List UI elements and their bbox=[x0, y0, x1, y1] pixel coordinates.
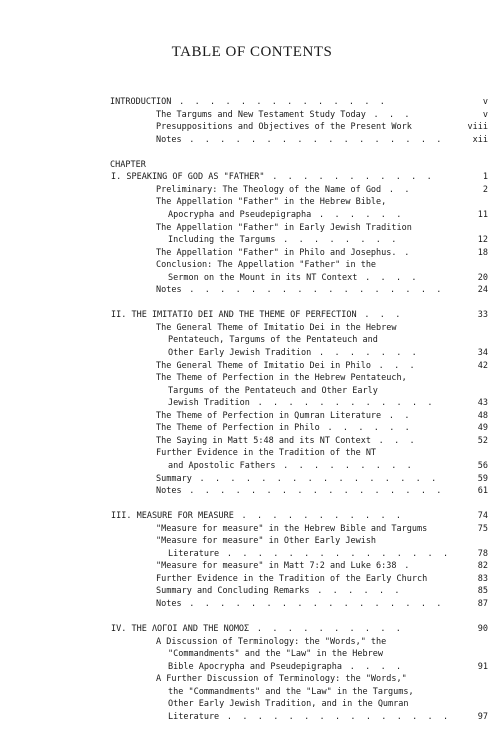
toc-leader-dots: . . . . . . bbox=[311, 209, 404, 220]
toc-page-number bbox=[458, 196, 488, 208]
toc-entry-title: and Apostolic Fathers bbox=[168, 460, 276, 471]
toc-leader-dots: . . . . bbox=[342, 661, 404, 672]
toc-leader-dots: . . . bbox=[370, 360, 418, 371]
toc-leader-dots: . . . . . . . . . . . . . . . . . bbox=[181, 285, 444, 296]
toc-entry bbox=[156, 222, 412, 234]
toc-leader-dots: . . . . . . . . . . . . . . . . . bbox=[181, 486, 444, 497]
toc-page-number: 83 bbox=[477, 573, 488, 584]
toc-entry bbox=[156, 535, 376, 547]
toc-entry-title: Literature bbox=[168, 548, 220, 559]
toc-page-number: 59 bbox=[477, 473, 488, 484]
toc-page-number: 52 bbox=[477, 435, 488, 446]
toc-leader-dots: . . . . . . . . bbox=[275, 235, 399, 246]
toc-entry bbox=[168, 686, 414, 698]
toc-entry bbox=[168, 272, 419, 284]
toc-page-number: 97 bbox=[477, 711, 488, 722]
toc-entry-title: Including the Targums bbox=[168, 235, 276, 246]
toc-entry bbox=[156, 410, 412, 422]
toc-entry bbox=[156, 259, 376, 271]
toc-page-number: 82 bbox=[477, 561, 488, 572]
toc-page-number: 34 bbox=[477, 348, 488, 358]
toc-page-number bbox=[458, 673, 488, 685]
toc-entry bbox=[168, 334, 378, 346]
toc-page-number bbox=[458, 648, 488, 660]
toc-entry-title: Presuppositions and Objectives of the Present Work bbox=[156, 122, 412, 133]
toc-page-number: v bbox=[482, 97, 488, 107]
toc-entry-title: Other Early Jewish Tradition, and in the Qumran bbox=[168, 699, 409, 710]
toc-page-number bbox=[458, 498, 488, 510]
toc-leader-dots: . . . . . . . . . . . . . . . . . bbox=[181, 599, 444, 609]
toc-page-number: 74 bbox=[477, 511, 488, 522]
toc-page-number bbox=[458, 611, 488, 623]
toc-entry bbox=[156, 435, 417, 447]
toc-entry bbox=[168, 711, 451, 723]
toc-entry bbox=[168, 347, 419, 359]
toc-page-number bbox=[458, 159, 488, 171]
toc-entry-title: II. THE IMITATIO DEI AND THE THEME OF PERFECTION bbox=[111, 310, 357, 321]
toc-page-number: 90 bbox=[477, 624, 488, 635]
toc-leader-dots: . . . . . . . . . . . . . . . . bbox=[191, 473, 439, 484]
toc-entry-title: Further Evidence in the Tradition of the NT bbox=[156, 448, 377, 459]
toc-entry-title: The Theme of Perfection in Qumran Literature bbox=[156, 410, 382, 421]
toc-page-number: 12 bbox=[477, 235, 488, 246]
toc-entry-title: The Appellation "Father" in Philo and Josephus. bbox=[156, 247, 397, 258]
toc-leader-dots: . . . . bbox=[357, 272, 420, 283]
toc-page-number: 43 bbox=[477, 398, 488, 409]
toc-page-number: 18 bbox=[477, 247, 488, 258]
toc-leader-dots: . . . . . . . . . . . . . . . bbox=[219, 711, 451, 722]
toc-leader-dots: . . . . . . . . . . . . . . . . . bbox=[181, 134, 444, 145]
toc-entry bbox=[156, 196, 386, 208]
toc-entry bbox=[168, 460, 414, 472]
toc-entry bbox=[156, 360, 417, 372]
toc-page-number: 85 bbox=[477, 586, 488, 597]
toc-page-number bbox=[458, 322, 488, 334]
toc-entry-title: Sermon on the Mount in its NT Context bbox=[168, 272, 358, 283]
toc-entry-title: The Appellation "Father" in the Hebrew Bible, bbox=[156, 197, 387, 208]
toc-leader-dots: . . . bbox=[370, 435, 418, 446]
toc-leader-dots: . . . . . . . . . . . . bbox=[249, 398, 436, 409]
toc-entry bbox=[156, 523, 427, 535]
toc-entry-title: Notes bbox=[156, 285, 182, 296]
toc-entry bbox=[156, 473, 439, 485]
toc-entry bbox=[156, 560, 412, 572]
toc-entry-title: Summary and Concluding Remarks bbox=[156, 586, 310, 597]
toc-leader-dots: . . . bbox=[365, 109, 413, 120]
toc-page-number bbox=[458, 636, 488, 648]
toc-entry-title: Further Evidence in the Tradition of the Early Church bbox=[156, 573, 428, 584]
toc-entry-title: The General Theme of Imitatio Dei in the Hebrew bbox=[156, 322, 397, 333]
toc-entry-title: The Appellation "Father" in Early Jewish Tradition bbox=[156, 222, 412, 233]
toc-entry bbox=[111, 510, 404, 522]
toc-leader-dots: . . bbox=[381, 184, 413, 195]
toc-entry-title: "Commandments" and the "Law" in the Hebrew bbox=[168, 649, 383, 660]
toc-leader-dots: . . . . . . . bbox=[311, 348, 420, 358]
toc-page-number: 20 bbox=[477, 272, 488, 283]
toc-leader-dots: . . . . . . . . . . . . . . . bbox=[219, 548, 451, 559]
toc-leader-dots: . bbox=[396, 561, 412, 572]
toc-entry bbox=[168, 234, 399, 246]
toc-leader-dots: . bbox=[396, 247, 412, 258]
toc-page-number: xii bbox=[472, 134, 488, 145]
toc-entry-title: The Targums and New Testament Study Today bbox=[156, 109, 366, 120]
toc-entry-title: Notes bbox=[156, 486, 182, 497]
toc-entry bbox=[156, 422, 412, 434]
toc-page-number bbox=[458, 686, 488, 698]
toc-entry-title: The Theme of Perfection in Philo bbox=[156, 423, 320, 434]
toc-page-number bbox=[458, 259, 488, 271]
toc-entry bbox=[168, 209, 404, 221]
toc-entry bbox=[111, 309, 403, 321]
toc-page-number: 78 bbox=[477, 548, 488, 559]
toc-page-number bbox=[458, 297, 488, 309]
toc-page-number: 87 bbox=[477, 599, 488, 609]
toc-entry-title: Literature bbox=[168, 711, 220, 722]
toc-page-number: 24 bbox=[477, 285, 488, 296]
toc-entry-title: Preliminary: The Theology of the Name of God bbox=[156, 184, 382, 195]
toc-entry bbox=[156, 573, 427, 585]
toc-entry-title: III. MEASURE FOR MEASURE bbox=[111, 511, 234, 522]
toc-entry bbox=[156, 636, 386, 648]
toc-entry bbox=[156, 447, 376, 459]
page-title: TABLE OF CONTENTS bbox=[171, 44, 333, 60]
toc-entry-title: A Discussion of Terminology: the "Words," the bbox=[156, 636, 387, 647]
toc-entry bbox=[156, 598, 444, 610]
toc-page-number bbox=[458, 447, 488, 459]
toc-entry bbox=[111, 623, 404, 635]
toc-entry-title: Jewish Tradition bbox=[168, 398, 250, 409]
toc-page-number: viii bbox=[467, 122, 488, 133]
toc-page-number: 75 bbox=[477, 523, 488, 534]
toc-leader-dots: . . . bbox=[356, 310, 403, 321]
toc-entry bbox=[168, 698, 409, 710]
toc-entry bbox=[168, 661, 404, 673]
toc-entry-title: I. SPEAKING OF GOD AS "FATHER" bbox=[111, 172, 265, 183]
toc-entry bbox=[156, 372, 407, 384]
toc-entry bbox=[110, 159, 146, 171]
toc-page-number: v bbox=[482, 109, 488, 120]
toc-page-number bbox=[458, 146, 488, 158]
toc-entry-title: Pentateuch, Targums of the Pentateuch and bbox=[168, 335, 378, 346]
toc-entry-title: The Theme of Perfection in the Hebrew Pentateuch, bbox=[156, 373, 407, 384]
toc-entry bbox=[168, 397, 435, 409]
toc-entry bbox=[156, 284, 444, 296]
toc-entry-title: A Further Discussion of Terminology: the "Words," bbox=[156, 674, 407, 685]
toc-entry-title: the "Commandments" and the "Law" in the Targums, bbox=[168, 686, 414, 697]
toc-entry-title: CHAPTER bbox=[110, 159, 146, 170]
toc-entry-title: The General Theme of Imitatio Dei in Philo bbox=[156, 360, 371, 371]
toc-entry bbox=[156, 184, 412, 196]
toc-entry bbox=[156, 109, 412, 121]
toc-entry-title: "Measure for measure" in Other Early Jewish bbox=[156, 536, 377, 547]
toc-leader-dots: . . . . . . bbox=[309, 586, 403, 597]
toc-entry bbox=[156, 322, 397, 334]
toc-entry bbox=[156, 673, 407, 685]
toc-entry-title: Summary bbox=[156, 473, 192, 484]
toc-page-number: 91 bbox=[477, 661, 488, 672]
toc-entry-title: IV. THE ΛΟΓΟΙ AND THE ΝΟΜΟΣ bbox=[111, 624, 250, 635]
toc-entry-title: Other Early Jewish Tradition bbox=[168, 348, 312, 358]
toc-entry bbox=[156, 247, 412, 259]
toc-entry-title: Apocrypha and Pseudepigrapha bbox=[168, 209, 312, 220]
toc-page-number bbox=[458, 698, 488, 710]
toc-entry-title: INTRODUCTION bbox=[110, 97, 172, 107]
toc-entry-title: Notes bbox=[156, 599, 182, 609]
toc-entry bbox=[156, 134, 444, 146]
toc-page-number: 48 bbox=[477, 410, 488, 421]
toc-entry-title: Bible Apocrypha and Pseudepigrapha bbox=[168, 661, 342, 672]
toc-page-number: 1 bbox=[482, 172, 488, 183]
toc-entry-title: "Measure for measure" in Matt 7:2 and Luke 6:38 bbox=[156, 561, 397, 572]
toc-leader-dots: . . . . . . . . . bbox=[275, 460, 415, 471]
toc-entry bbox=[110, 96, 388, 108]
toc-leader-dots: . . . . . . . . . . . bbox=[264, 172, 435, 183]
toc-entry bbox=[111, 171, 434, 183]
toc-entry-title: The Saying in Matt 5:48 and its NT Context bbox=[156, 435, 371, 446]
toc-page-number bbox=[458, 222, 488, 234]
toc-page-number: 33 bbox=[477, 310, 488, 321]
toc-leader-dots: . . . . . . . . . . bbox=[249, 624, 404, 635]
toc-entry bbox=[156, 585, 402, 597]
toc-entry-title: Targums of the Pentateuch and Other Early bbox=[168, 385, 378, 396]
toc-entry-title: "Measure for measure" in the Hebrew Bible and Targums bbox=[156, 523, 428, 534]
toc-entry bbox=[156, 121, 412, 133]
toc-page-number bbox=[458, 372, 488, 384]
toc-page-number bbox=[458, 385, 488, 397]
toc-page-number bbox=[458, 334, 488, 346]
toc-page-number: 42 bbox=[477, 360, 488, 371]
toc-page-number: 2 bbox=[482, 184, 488, 195]
toc-entry-title: Conclusion: The Appellation "Father" in the bbox=[156, 260, 377, 271]
toc-leader-dots: . . . . . . . . . . . . . . bbox=[171, 97, 388, 107]
toc-entry bbox=[156, 485, 444, 497]
toc-entry-title: Notes bbox=[156, 134, 182, 145]
toc-leader-dots: . . . . . . bbox=[319, 423, 413, 434]
toc-entry bbox=[168, 385, 378, 397]
toc-page-number: 56 bbox=[477, 460, 488, 471]
toc-page-number bbox=[458, 535, 488, 547]
toc-page-number: 49 bbox=[477, 423, 488, 434]
toc-entry bbox=[168, 548, 451, 560]
toc-leader-dots: . . . . . . . . . . . bbox=[233, 511, 404, 522]
toc-leader-dots: . . bbox=[381, 410, 413, 421]
toc-page-number: 61 bbox=[477, 486, 488, 497]
toc-entry bbox=[168, 648, 383, 660]
toc-page-number: 11 bbox=[477, 209, 488, 220]
